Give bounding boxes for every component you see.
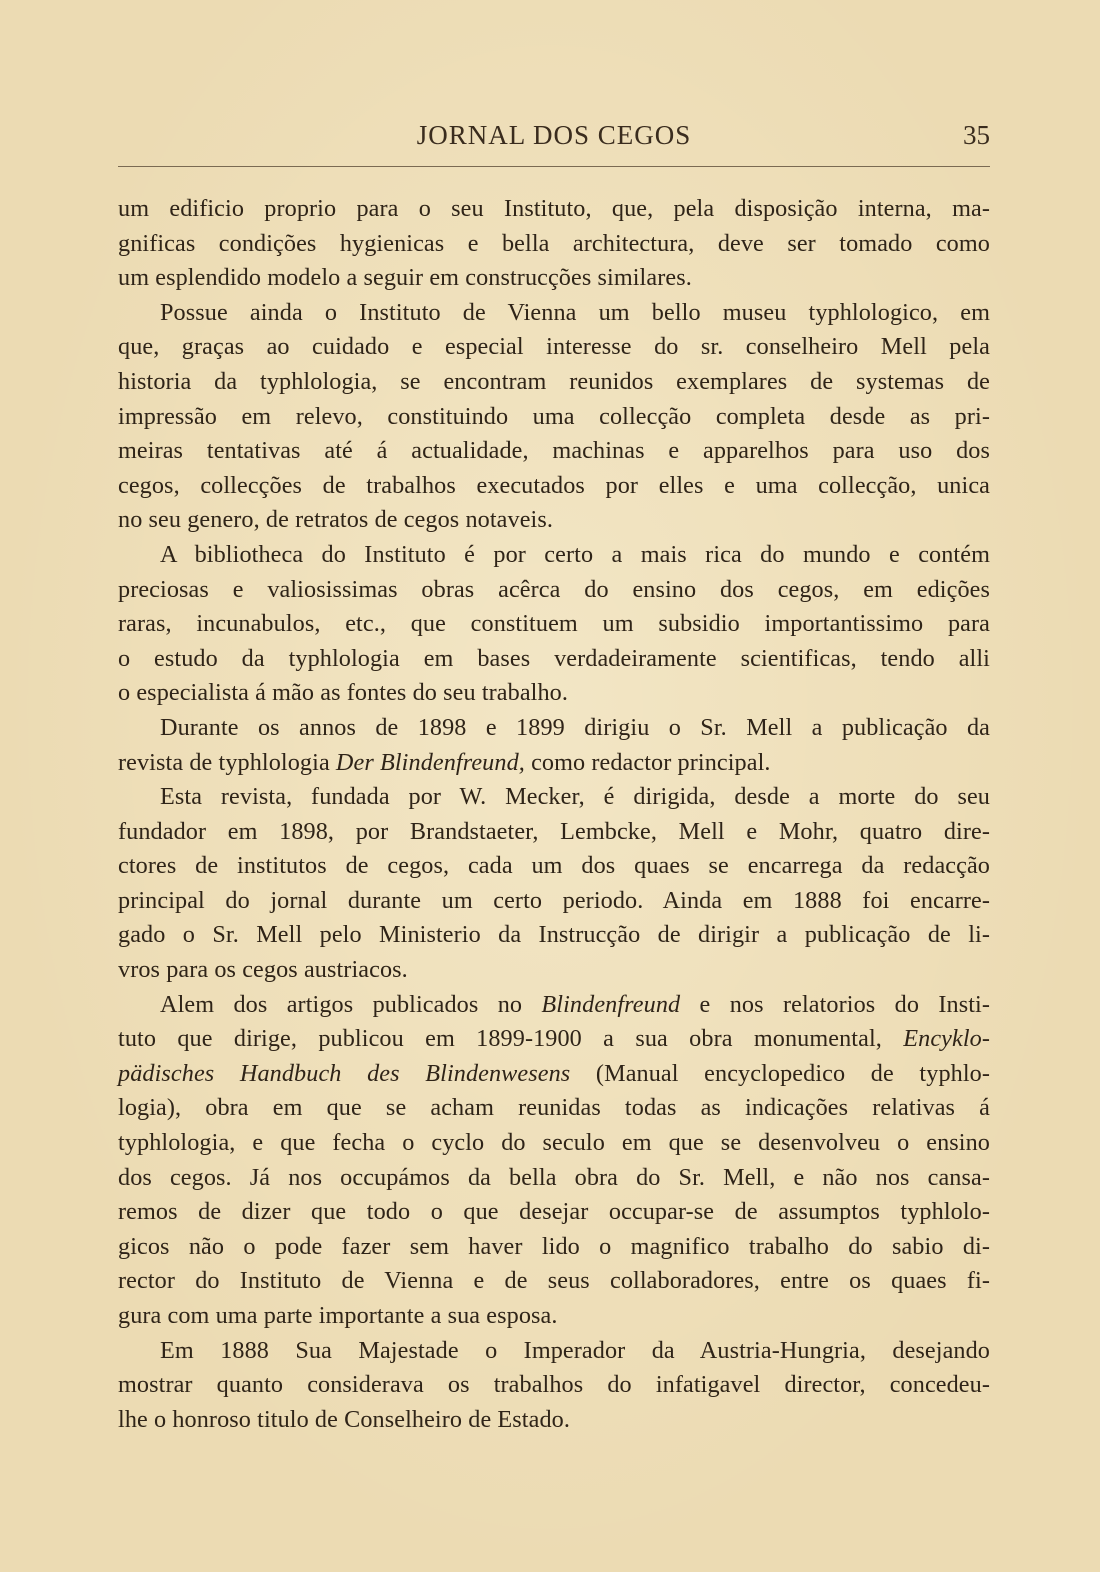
page-number: 35 (963, 120, 990, 150)
paragraph-start-line: Durante os annos de 1898 e 1899 dirigiu o Sr. Mell a publicação da (160, 713, 990, 741)
header-rule (118, 166, 990, 167)
text-line: gicos não o pode fazer sem haver lido o magnifico trabalho do sabio di- (118, 1232, 990, 1260)
paragraph-start-line: Possue ainda o Instituto de Vienna um bello museu typhlologico, em (160, 298, 990, 326)
text-line: gnificas condições hygienicas e bella architectura, deve ser tomado como (118, 229, 990, 257)
text-line: cegos, collecções de trabalhos executados por elles e uma collecção, unica (118, 471, 990, 499)
text-line: o estudo da typhlologia em bases verdadeiramente scientificas, tendo alli (118, 644, 990, 672)
text-line: logia), obra em que se acham reunidas todas as indicações relativas á (118, 1094, 990, 1122)
text-line: um esplendido modelo a seguir em construcções similares. (118, 264, 692, 292)
body-text (118, 192, 990, 1437)
text-line: um edificio proprio para o seu Instituto, que, pela disposição interna, ma- (118, 195, 990, 222)
italic-title: pädisches Handbuch des Blindenwesens (118, 1059, 571, 1087)
text-line: dos cegos. Já nos occupámos da bella obra do Sr. Mell, e não nos cansa- (118, 1163, 990, 1191)
italic-title: Encyklo- (903, 1025, 990, 1053)
text-line: ctores de institutos de cegos, cada um dos quaes se encarrega da redacção (118, 852, 990, 880)
text-line: mostrar quanto considerava os trabalhos do infatigavel director, concedeu- (118, 1371, 990, 1399)
text-segment: revista de typhlologia (118, 748, 336, 776)
text-line: no seu genero, de retratos de cegos notaveis. (118, 506, 554, 534)
text-segment: e nos relatorios do Insti- (680, 990, 991, 1018)
text-segment: Alem dos artigos publicados no (160, 990, 542, 1018)
paragraph-start-line: Em 1888 Sua Majestade o Imperador da Austria-Hungria, desejando (160, 1336, 990, 1364)
paragraph-start-line: Esta revista, fundada por W. Mecker, é dirigida, desde a morte do seu (160, 783, 990, 811)
text-line: gado o Sr. Mell pelo Ministerio da Instrucção de dirigir a publicação de li- (118, 921, 990, 949)
text-segment: (Manual encyclopedico de typhlo- (570, 1059, 990, 1087)
text-line: que, graças ao cuidado e especial interesse do sr. conselheiro Mell pela (118, 333, 990, 361)
text-line: vros para os cegos austriacos. (118, 956, 408, 984)
italic-title: Blindenfreund (541, 990, 681, 1018)
text-line (118, 1022, 990, 1057)
text-segment: tuto que dirige, publicou em 1899-1900 a sua obra monumental, (118, 1025, 904, 1053)
text-line: lhe o honroso titulo de Conselheiro de Estado. (118, 1405, 570, 1433)
text-line: raras, incunabulos, etc., que constituem um subsidio importantissimo para (118, 610, 990, 638)
running-title: JORNAL DOS CEGOS (416, 120, 692, 150)
page-header (118, 120, 990, 156)
text-line: impressão em relevo, constituindo uma collecção completa desde as pri- (118, 402, 990, 430)
text-line: meiras tentativas até á actualidade, machinas e apparelhos para uso dos (118, 437, 990, 465)
text-segment: como redactor principal. (524, 748, 771, 776)
text-line: gura com uma parte importante a sua esposa. (118, 1302, 558, 1329)
text-line (118, 746, 990, 781)
text-line: remos de dizer que todo o que desejar occupar-se de assumptos typhlolo- (118, 1198, 990, 1226)
text-line: preciosas e valiosissimas obras acêrca do ensino dos cegos, em edições (118, 575, 990, 603)
text-line: principal do jornal durante um certo periodo. Ainda em 1888 foi encarre- (118, 886, 990, 914)
text-line: o especialista á mão as fontes do seu trabalho. (118, 679, 569, 707)
paragraph-start-line (118, 988, 990, 1023)
paragraph-start-line: A bibliotheca do Instituto é por certo a mais rica do mundo e contém (160, 540, 990, 568)
text-line: typhlologia, e que fecha o cyclo do seculo em que se desenvolveu o ensino (118, 1129, 990, 1157)
italic-title: Der Blindenfreund, (335, 748, 525, 776)
text-line: fundador em 1898, por Brandstaeter, Lembcke, Mell e Mohr, quatro dire- (118, 817, 990, 845)
text-line (118, 1057, 990, 1092)
text-line: historia da typhlologia, se encontram reunidos exemplares de systemas de (118, 367, 990, 395)
text-line: rector do Instituto de Vienna e de seus collaboradores, entre os quaes fi- (118, 1267, 990, 1295)
